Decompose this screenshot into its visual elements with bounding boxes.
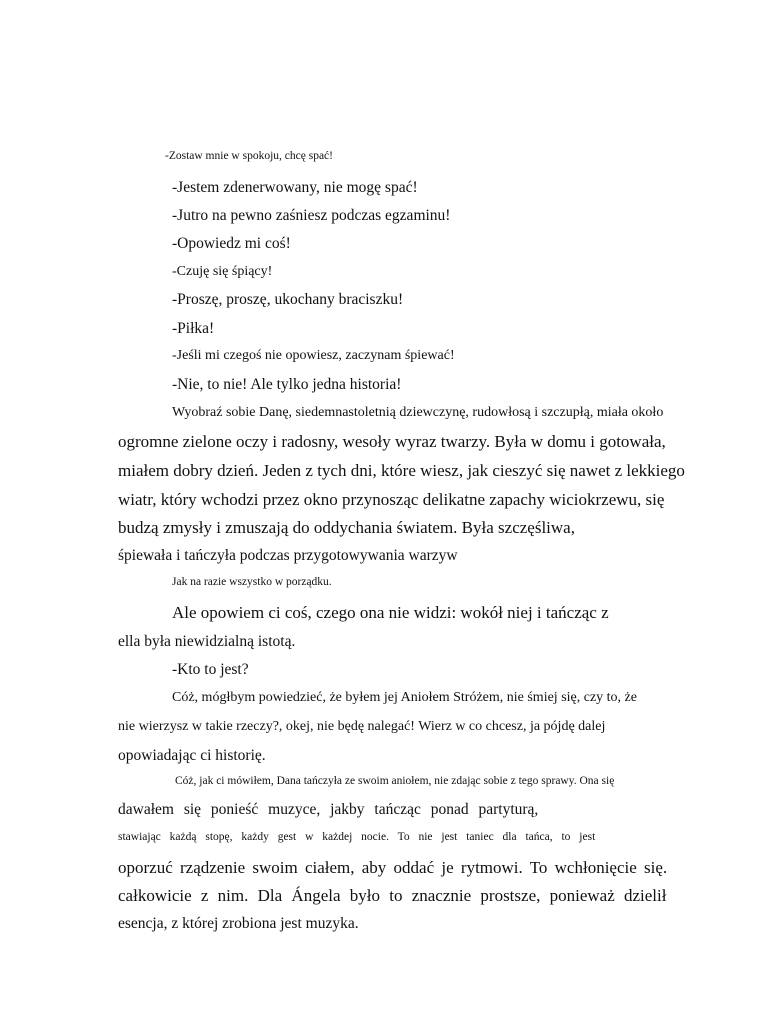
text-line: ella była niewidzialną istotą. [118, 633, 296, 650]
text-line: Wyobraź sobie Danę, siedemnastoletnią dziewczynę, rudowłosą i szczupłą, miała około [172, 405, 664, 420]
text-line: -Nie, to nie! Ale tylko jedna historia! [172, 376, 402, 393]
text-line: opowiadając ci historię. [118, 747, 266, 764]
text-line: -Jutro na pewno zaśniesz podczas egzaminu! [172, 207, 451, 224]
text-line: miałem dobry dzień. Jeden z tych dni, które wiesz, jak cieszyć się nawet z lekkiego [118, 461, 685, 480]
text-line: -Piłka! [172, 320, 215, 337]
text-line: nie wierzysz w takie rzeczy?, okej, nie będę nalegać! Wierz w co chcesz, ja pójdę dalej [118, 719, 606, 734]
text-line: Ale opowiem ci coś, czego ona nie widzi: wokół niej i tańcząc z [172, 603, 609, 622]
text-line: -Opowiedz mi coś! [172, 235, 291, 252]
text-line: -Proszę, proszę, ukochany braciszku! [172, 291, 404, 308]
text-line: dawałem się ponieść muzyce, jakby tańcząc ponad partyturą, [118, 801, 539, 818]
text-line: -Zostaw mnie w spokoju, chcę spać! [165, 150, 333, 162]
text-line: oporzuć rządzenie swoim ciałem, aby oddać je rytmowi. To wchłonięcie się. [118, 858, 668, 877]
text-line: -Czuję się śpiący! [172, 264, 273, 279]
text-line: -Jeśli mi czegoś nie opowiesz, zaczynam śpiewać! [172, 348, 455, 363]
text-line: stawiając każdą stopę, każdy gest w każdej nocie. To nie jest taniec dla tańca, to jest [118, 831, 596, 843]
text-line: esencja, z której zrobiona jest muzyka. [118, 915, 359, 932]
text-line: Cóż, mógłbym powiedzieć, że byłem jej Aniołem Stróżem, nie śmiej się, czy to, że [172, 690, 637, 705]
text-line: ogromne zielone oczy i radosny, wesoły wyraz twarzy. Była w domu i gotowała, [118, 432, 666, 451]
text-line: Jak na razie wszystko w porządku. [172, 576, 332, 588]
text-line: -Jestem zdenerwowany, nie mogę spać! [172, 179, 418, 196]
text-line: -Kto to jest? [172, 661, 249, 678]
text-line: budzą zmysły i zmuszają do oddychania światem. Była szczęśliwa, [118, 518, 575, 537]
text-line: śpiewała i tańczyła podczas przygotowywania warzyw [118, 547, 458, 564]
text-line: całkowicie z nim. Dla Ángela było to znacznie prostsze, ponieważ dzielił [118, 886, 667, 905]
text-line: wiatr, który wchodzi przez okno przynosząc delikatne zapachy wiciokrzewu, się [118, 490, 665, 509]
text-line: Cóż, jak ci mówiłem, Dana tańczyła ze swoim aniołem, nie zdając sobie z tego sprawy. Ona się [175, 775, 615, 787]
